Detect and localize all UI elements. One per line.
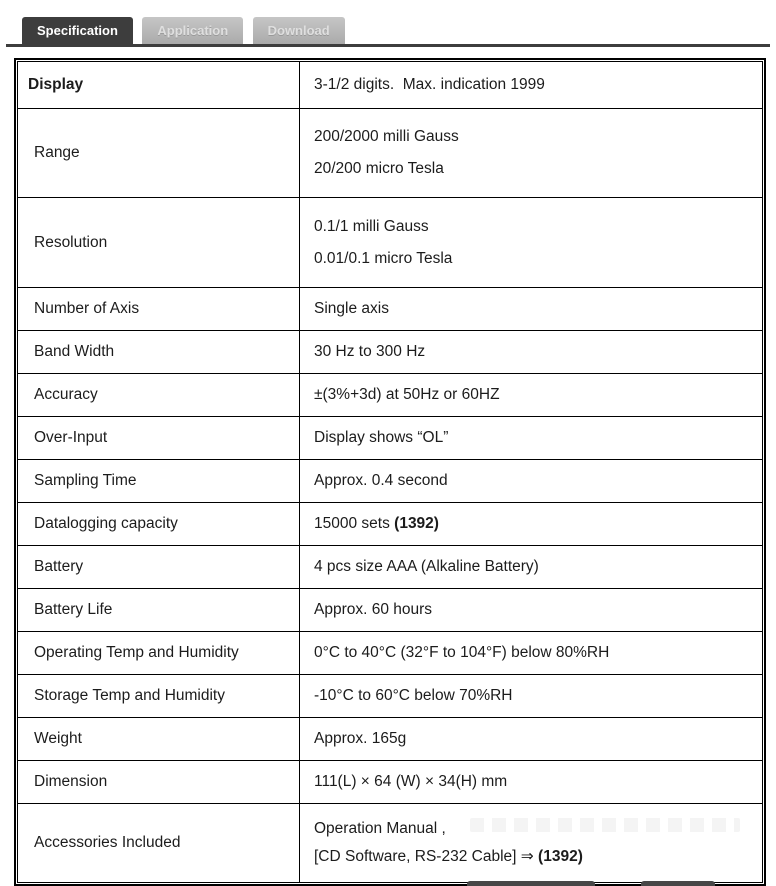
table-row xyxy=(18,589,762,632)
value-text: (1392) xyxy=(538,848,583,865)
value-text: 0.1/1 milli Gauss xyxy=(314,217,429,235)
value-text: 30 Hz to 300 Hz xyxy=(314,343,426,360)
value-text: 3-1/2 digits. Max. indication 1999 xyxy=(314,76,545,93)
spec-table xyxy=(14,58,766,886)
spec-value xyxy=(300,288,762,330)
spec-label: Operating Temp and Humidity xyxy=(18,632,300,674)
value-text: (1392) xyxy=(394,515,439,532)
spec-value xyxy=(300,417,762,459)
spec-value xyxy=(300,460,762,502)
table-row xyxy=(18,62,762,109)
table-row xyxy=(18,460,762,503)
value-text: [CD Software, RS-232 Cable] ⇒ xyxy=(314,848,539,865)
table-row xyxy=(18,374,762,417)
spec-label: Accessories Included xyxy=(18,804,300,882)
spec-value xyxy=(300,62,762,108)
value-text: -10°C to 60°C below 70%RH xyxy=(314,687,513,704)
value-text: Approx. 165g xyxy=(314,730,407,747)
table-row xyxy=(18,503,762,546)
spec-label: Over-Input xyxy=(18,417,300,459)
spec-value xyxy=(300,718,762,760)
table-row xyxy=(18,198,762,288)
value-text: 4 pcs size AAA (Alkaline Battery) xyxy=(314,558,539,575)
value-text: Approx. 0.4 second xyxy=(314,472,448,489)
value-text: Display shows “OL” xyxy=(314,429,449,446)
table-row xyxy=(18,761,762,804)
tab-bar xyxy=(6,0,770,47)
tab-specification[interactable]: Specification xyxy=(22,17,133,44)
spec-label: Range xyxy=(18,109,300,197)
table-row xyxy=(18,718,762,761)
spec-label: Dimension xyxy=(18,761,300,803)
spec-label: Battery xyxy=(18,546,300,588)
spec-value xyxy=(300,374,762,416)
spec-label: Band Width xyxy=(18,331,300,373)
table-row xyxy=(18,288,762,331)
spec-label: Number of Axis xyxy=(18,288,300,330)
value-text: Approx. 60 hours xyxy=(314,601,433,618)
value-text: 0°C to 40°C (32°F to 104°F) below 80%RH xyxy=(314,644,610,661)
value-text: Operation Manual , xyxy=(314,820,446,837)
spec-value xyxy=(300,804,762,882)
spec-label: Accuracy xyxy=(18,374,300,416)
spec-value xyxy=(300,503,762,545)
spec-value xyxy=(300,589,762,631)
spec-label: Weight xyxy=(18,718,300,760)
cutoff-element-right xyxy=(641,881,715,886)
spec-value xyxy=(300,109,762,197)
spec-value xyxy=(300,331,762,373)
table-row xyxy=(18,546,762,589)
spec-value xyxy=(300,546,762,588)
table-row xyxy=(18,109,762,198)
tab-application[interactable]: Application xyxy=(142,17,243,44)
value-text: ±(3%+3d) at 50Hz or 60HZ xyxy=(314,386,500,403)
table-row xyxy=(18,632,762,675)
table-row xyxy=(18,675,762,718)
value-text: Single axis xyxy=(314,300,389,317)
spec-value xyxy=(300,675,762,717)
spec-label: Display xyxy=(18,62,300,108)
cutoff-element-left xyxy=(467,881,595,886)
spec-value xyxy=(300,761,762,803)
table-row xyxy=(18,804,762,882)
spec-table-body xyxy=(17,61,763,883)
spec-value xyxy=(300,632,762,674)
tab-download[interactable]: Download xyxy=(253,17,345,44)
spec-label: Datalogging capacity xyxy=(18,503,300,545)
table-row xyxy=(18,417,762,460)
spec-value xyxy=(300,198,762,287)
value-text: 200/2000 milli Gauss xyxy=(314,128,459,145)
value-text: 20/200 micro Tesla xyxy=(314,160,444,177)
spec-label: Battery Life xyxy=(18,589,300,631)
value-text: 15000 sets xyxy=(314,515,395,532)
value-text: 111(L) × 64 (W) × 34(H) mm xyxy=(314,773,508,790)
value-text: 0.01/0.1 micro Tesla xyxy=(314,249,453,267)
spec-label: Sampling Time xyxy=(18,460,300,502)
table-row xyxy=(18,331,762,374)
spec-label: Resolution xyxy=(18,198,300,287)
spec-label: Storage Temp and Humidity xyxy=(18,675,300,717)
